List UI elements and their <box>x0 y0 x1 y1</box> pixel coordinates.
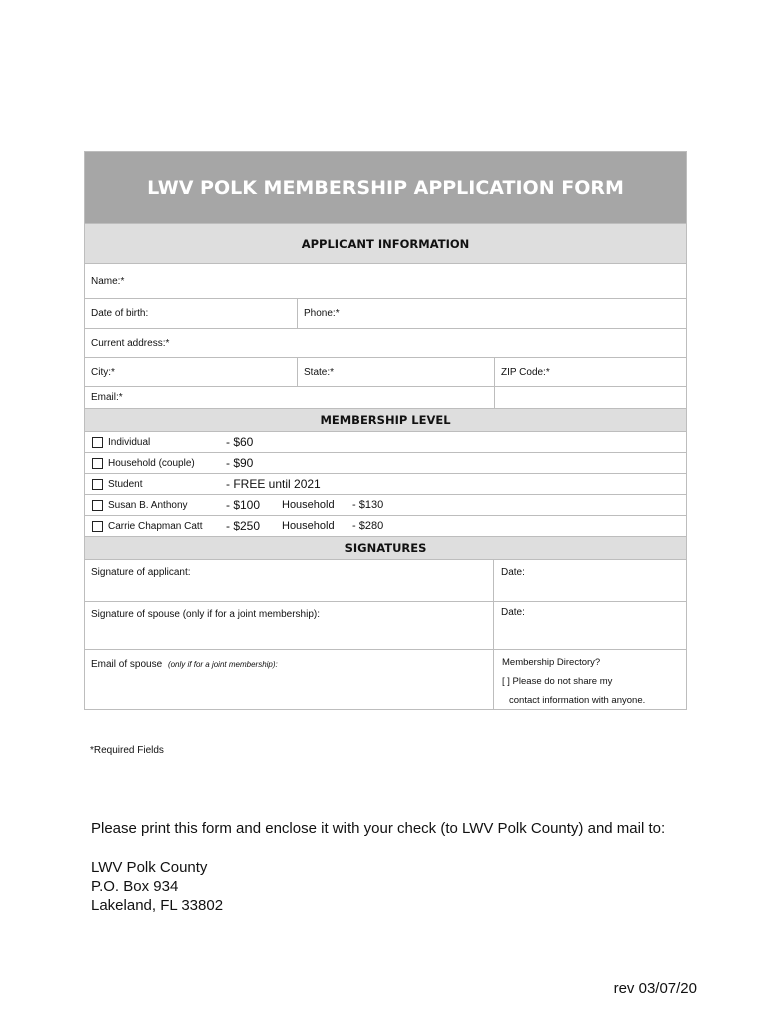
applicant-signature-field[interactable] <box>85 560 494 601</box>
dob-phone-row <box>85 299 686 329</box>
address-label: Current address:* <box>91 337 170 349</box>
signatures-section-header: SIGNATURES <box>85 537 686 560</box>
city-field[interactable] <box>85 358 298 386</box>
mailing-instructions: Please print this form and enclose it with your check (to LWV Polk County) and mail to: <box>91 820 666 837</box>
directory-title: Membership Directory? <box>502 657 601 668</box>
form-title: LWV POLK MEMBERSHIP APPLICATION FORM <box>85 152 686 224</box>
household-checkbox[interactable] <box>92 458 103 469</box>
applicant-signature-label: Signature of applicant: <box>91 567 191 578</box>
level-carrie-chapman-catt <box>85 516 686 537</box>
phone-field[interactable] <box>298 299 686 328</box>
mailing-address <box>91 858 223 915</box>
required-fields-note: *Required Fields <box>90 745 164 756</box>
membership-form <box>84 151 687 710</box>
email-label: Email:* <box>91 392 123 403</box>
zip-label: ZIP Code:* <box>501 366 550 378</box>
dob-field[interactable] <box>85 299 298 328</box>
applicant-section-header: APPLICANT INFORMATION <box>85 224 686 264</box>
carrie-chapman-catt-label: Carrie Chapman Catt <box>108 520 203 532</box>
address-field[interactable] <box>85 329 686 357</box>
dob-label: Date of birth: <box>91 308 149 319</box>
revision-date: rev 03/07/20 <box>613 980 697 997</box>
carrie-chapman-catt-household-price: - $280 <box>352 520 384 532</box>
spouse-signature-field[interactable] <box>85 602 494 649</box>
individual-label: Individual <box>108 436 151 448</box>
state-field[interactable] <box>298 358 495 386</box>
directory-option-line2: contact information with anyone. <box>509 695 646 706</box>
email-field[interactable] <box>85 387 495 408</box>
carrie-chapman-catt-checkbox[interactable] <box>92 521 103 532</box>
membership-section-header: MEMBERSHIP LEVEL <box>85 409 686 432</box>
applicant-date-label: Date: <box>501 567 525 578</box>
individual-checkbox[interactable] <box>92 437 103 448</box>
directory-field <box>494 650 686 709</box>
susan-b-anthony-checkbox[interactable] <box>92 500 103 511</box>
level-student <box>85 474 686 495</box>
student-label: Student <box>108 478 143 490</box>
spouse-signature-row <box>85 602 686 650</box>
address-line-1: LWV Polk County <box>91 859 208 876</box>
student-price: - FREE until 2021 <box>226 477 321 491</box>
susan-b-anthony-household-price: - $130 <box>352 499 384 511</box>
applicant-date-field[interactable] <box>494 560 686 601</box>
directory-option[interactable]: [ ] Please do not share my <box>502 676 613 687</box>
zip-field[interactable] <box>495 358 686 386</box>
susan-b-anthony-household: Household <box>282 499 335 511</box>
address-row <box>85 329 686 358</box>
name-label: Name:* <box>91 275 125 287</box>
spouse-email-field[interactable] <box>85 650 494 709</box>
level-individual <box>85 432 686 453</box>
individual-price: - $60 <box>226 435 254 449</box>
spouse-signature-label: Signature of spouse (only if for a joint membership): <box>91 609 320 620</box>
student-checkbox[interactable] <box>92 479 103 490</box>
name-row <box>85 264 686 299</box>
name-field[interactable] <box>85 276 686 287</box>
address-line-2: P.O. Box 934 <box>91 878 179 895</box>
spouse-email-row <box>85 650 686 710</box>
level-household <box>85 453 686 474</box>
city-label: City:* <box>91 366 115 378</box>
state-label: State:* <box>304 366 335 378</box>
address-line-3: Lakeland, FL 33802 <box>91 897 224 914</box>
household-name: Household <box>108 457 156 469</box>
spouse-date-label: Date: <box>501 607 525 618</box>
spouse-email-note: (only if for a joint membership): <box>167 660 278 669</box>
susan-b-anthony-label: Susan B. Anthony <box>108 499 188 511</box>
susan-b-anthony-price: - $100 <box>226 498 261 512</box>
applicant-signature-row <box>85 560 686 602</box>
phone-label: Phone:* <box>304 308 340 319</box>
household-label <box>108 458 226 469</box>
spouse-date-field[interactable] <box>494 602 686 649</box>
city-state-zip-row <box>85 358 686 387</box>
household-extra: (couple) <box>158 457 195 469</box>
household-price: - $90 <box>226 456 254 470</box>
carrie-chapman-catt-price: - $250 <box>226 519 261 533</box>
email-extra-cell <box>495 387 686 408</box>
level-susan-b-anthony <box>85 495 686 516</box>
carrie-chapman-catt-household: Household <box>282 520 335 532</box>
spouse-email-label: Email of spouse <box>91 659 163 670</box>
email-row <box>85 387 686 409</box>
